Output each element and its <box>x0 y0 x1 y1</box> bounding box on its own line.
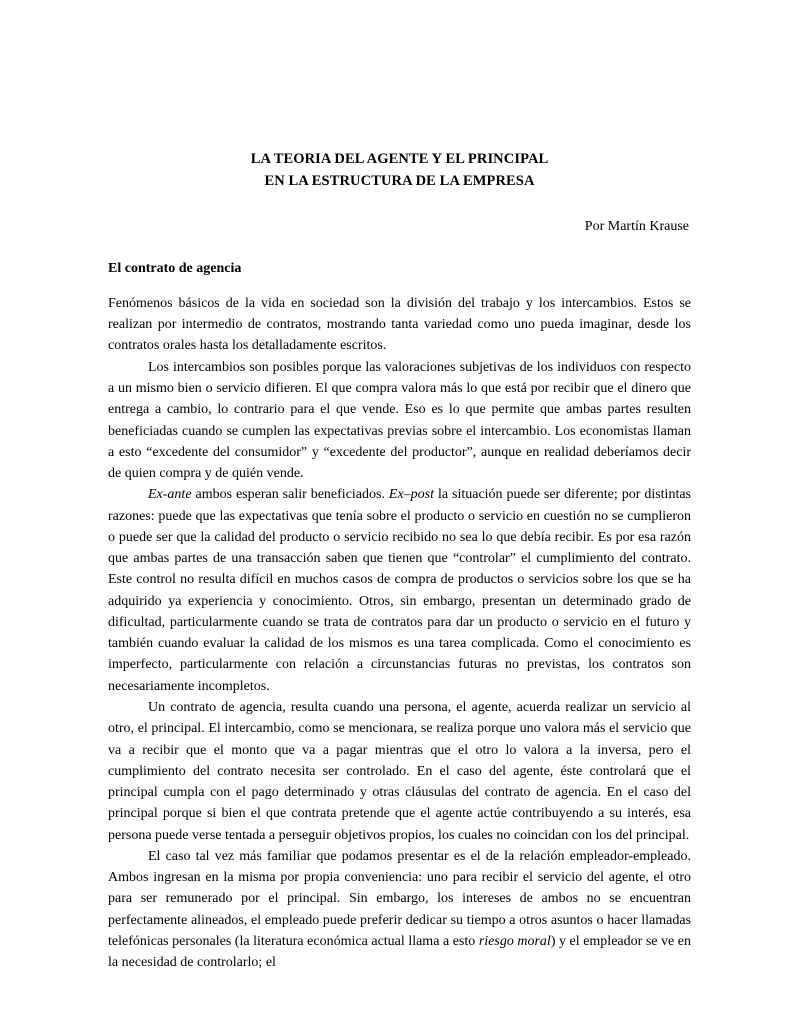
paragraph-2: Los intercambios son posibles porque las valoraciones subjetivas de los individuos con respecto a un mismo bien o servicio difieren. El que compra valora más lo que está por recibir que el dinero que entrega a cambio, lo contrario para el que vende. Eso es lo que permite que ambas partes resulten beneficiadas cuando se cumplen las expectativas previas sobre el intercambio. Los economistas llaman a esto “excedente del consumidor” y “excedente del productor”, aunque en realidad deberíamos decir de quien compra y de quién vende. <box>108 359 691 482</box>
section-heading: El contrato de agencia <box>108 260 242 276</box>
body-text <box>108 293 691 974</box>
paragraph-5: El caso tal vez más familiar que podamos presentar es el de la relación empleador-empleado. Ambos ingresan en la misma por propia conveniencia: uno para recibir el servicio del agente, el otro para ser remunerado por el principal. Sin embargo, los intereses de ambos no se encuentran perfectamente alineados, el empleado puede preferir dedicar su tiempo a otros asuntos o hacer llamadas telefónicas personales (la literatura económica actual llama a esto riesgo moral) y el empleador se ve en la necesidad de controlarlo; el <box>108 848 691 971</box>
document-title <box>149 148 650 193</box>
paragraph-1: Fenómenos básicos de la vida en sociedad son la división del trabajo y los intercambios. Estos se realizan por intermedio de contratos, mostrando tanta variedad como uno pueda imaginar, desde los contratos orales hasta los detalladamente escritos. <box>108 295 691 354</box>
title-line-2: EN LA ESTRUCTURA DE LA EMPRESA <box>264 173 535 190</box>
paragraph-4: Un contrato de agencia, resulta cuando una persona, el agente, acuerda realizar un servicio al otro, el principal. El intercambio, como se mencionara, se realiza porque uno valora más el servicio que va a recibir que el monto que va a pagar mientras que el otro lo valora a la inversa, pero el cumplimiento del contrato necesita ser controlado. En el caso del agente, éste controlará que el principal cumpla con el pago determinado y otras cláusulas del contrato de agencia. En el caso del principal porque si bien el que contrata pretende que el agente actúe contribuyendo a su interés, esa persona puede verse tentada a perseguir objetivos propios, los cuales no coincidan con los del principal. <box>108 699 691 843</box>
author-byline: Por Martín Krause <box>584 218 689 234</box>
paragraph-3: Ex-ante ambos esperan salir beneficiados. Ex–post la situación puede ser diferente; por distintas razones: puede que las expectativas que tenía sobre el producto o servicio en cuestión no se cumplieron o puede ser que la calidad del producto o servicio recibido no sea lo que debía recibir. Es por esa razón que ambas partes de una transacción saben que tienen que “controlar” el cumplimiento del contrato. Este control no resulta difícil en muchos casos de compra de productos o servicios sobre los que se ha adquirido ya experiencia y conocimiento. Otros, sin embargo, presentan un determinado grado de dificultad, particularmente cuando se trata de contratos para dar un producto o servicio en el futuro y también cuando evaluar la calidad de los mismos es una tarea complicada. Como el conocimiento es imperfecto, particularmente con relación a circunstancias futuras no previstas, los contratos son necesariamente incompletos. <box>108 487 691 694</box>
title-line-1: LA TEORIA DEL AGENTE Y EL PRINCIPAL <box>250 151 549 167</box>
